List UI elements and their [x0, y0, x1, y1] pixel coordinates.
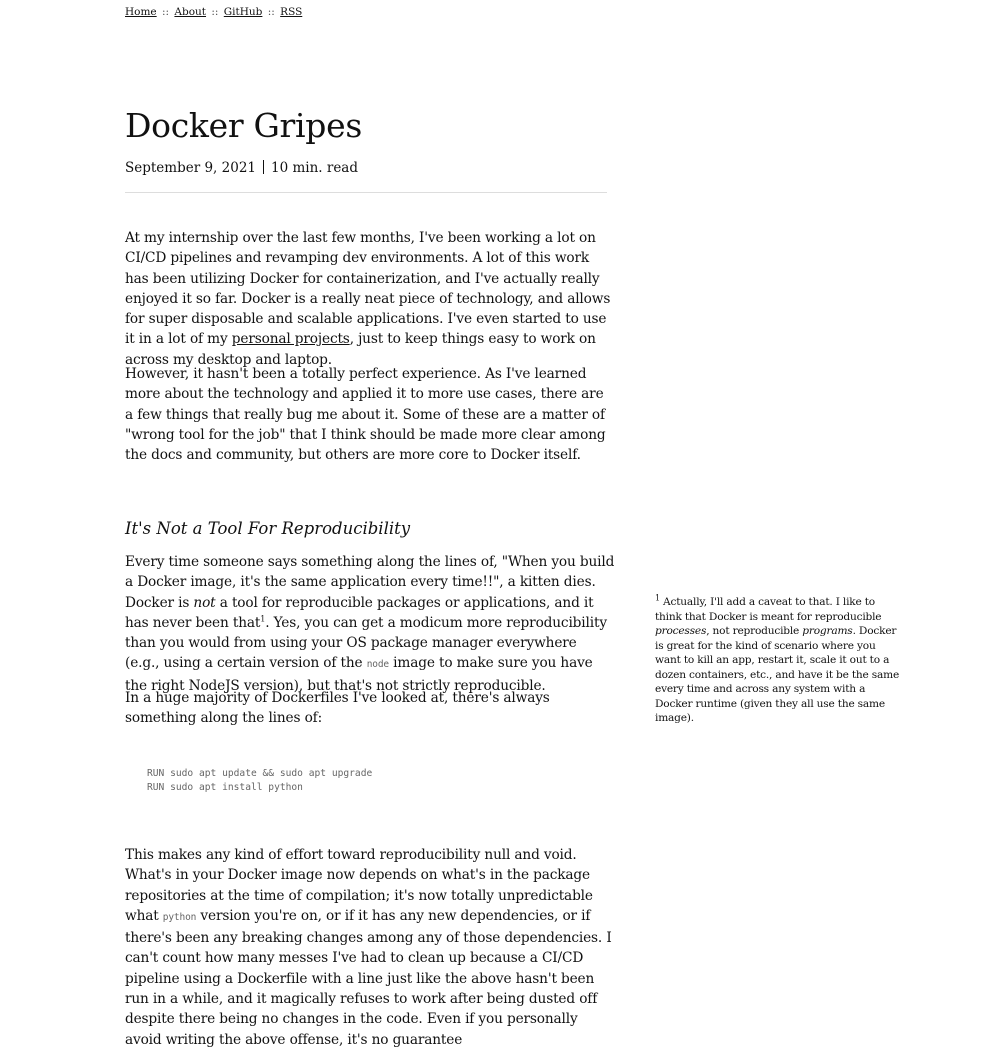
personal-projects-link[interactable]: personal projects [231, 331, 350, 348]
section-heading: It's Not a Tool For Reproducibility [125, 519, 411, 538]
post-meta [125, 158, 358, 178]
footnote-ref[interactable]: 1 [260, 614, 266, 624]
header-divider [125, 192, 607, 193]
emphasis-text: processes [655, 625, 707, 637]
paragraph-null-and-void [125, 845, 615, 1050]
code-line: RUN sudo apt install python [147, 782, 303, 793]
sidenote-number: 1 [655, 593, 660, 603]
sidenote [655, 595, 903, 726]
paragraph-text: a tool for reproducible packages or applications, and it has never been that [125, 594, 594, 631]
sidenote-text: Actually, I'll add a caveat to that. I like to think that Docker is meant for reproducible [655, 596, 882, 623]
page-title: Docker Gripes [125, 106, 362, 145]
paragraph-text: image to make sure you have the right NodeJS version), but that's not strictly reproducible. [125, 655, 593, 694]
paragraph-text: This makes any kind of effort toward reproducibility null and void. What's in your Docker image now depends on what's in the package repositories at the time of compilation; it's now totally unpredictable what [125, 847, 593, 924]
paragraph-intro [125, 228, 615, 370]
nav-link-rss[interactable]: RSS [280, 6, 303, 18]
paragraph-text: Every time someone says something along the lines of, "When you build a Docker image, it's the same application every time!!", a kitten dies. Docker is [125, 554, 615, 611]
top-nav [125, 5, 302, 19]
inline-code: python [162, 911, 197, 923]
paragraph-reproducibility [125, 552, 615, 696]
paragraph-text: At my internship over the last few months, I've been working a lot on CI/CD pipelines and revamping dev environments. A lot of this work has been utilizing Docker for containerization, and I've actually really enjoyed it so far. Docker is a really neat piece of technology, and allows for super disposable and scalable applications. I've even started to use it in a lot of my [125, 230, 611, 348]
paragraph-however: However, it hasn't been a totally perfect experience. As I've learned more about the technology and applied it to more use cases, there are a few things that really bug me about it. Some of these are a matter of "wrong tool for the job" that I think should be made more clear among the docs and community, but others are more core to Docker itself. [125, 366, 606, 464]
nav-separator: :: [267, 6, 275, 18]
nav-link-about[interactable]: About [174, 6, 207, 18]
sidenote-text: . Docker is great for the kind of scenario where you want to kill an app, restart it, scale it out to a dozen containers, etc., and have it be the same every time and across any system with a Docker runtime (given they all use the same image). [655, 625, 900, 724]
emphasis-text: not [193, 594, 216, 611]
paragraph-dockerfiles: In a huge majority of Dockerfiles I've looked at, there's always something along the lines of: [125, 690, 550, 727]
code-line: RUN sudo apt update && sudo apt upgrade [147, 768, 373, 779]
paragraph-text: version you're on, or if it has any new dependencies, or if there's been any breaking changes among any of those dependencies. I can't count how many messes I've had to clean up because a CI/CD pipeline using a Dockerfile with a line just like the above hasn't been run in a while, and it magically refuses to work after being dusted off despite there being no changes in the code. Even if you personally avoid writing the above offense, it's no guarantee [125, 907, 612, 1048]
sidenote-text: , not reproducible [706, 625, 803, 637]
nav-separator: :: [162, 6, 170, 18]
inline-code: node [366, 659, 389, 671]
emphasis-text: programs [802, 625, 853, 637]
paragraph-text: . Yes, you can get a modicum more reproducibility than you would from using your OS package manager everywhere (e.g., using a certain version of the [125, 614, 607, 672]
nav-link-home[interactable]: Home [125, 6, 157, 18]
nav-link-github[interactable]: GitHub [223, 6, 263, 18]
paragraph-text: , just to keep things easy to work on across my desktop and laptop. [125, 331, 596, 368]
post-date: September 9, 2021 [125, 160, 256, 176]
nav-separator: :: [211, 6, 219, 18]
read-time: 10 min. read [271, 160, 358, 176]
code-block [147, 767, 372, 795]
meta-divider [263, 160, 264, 174]
